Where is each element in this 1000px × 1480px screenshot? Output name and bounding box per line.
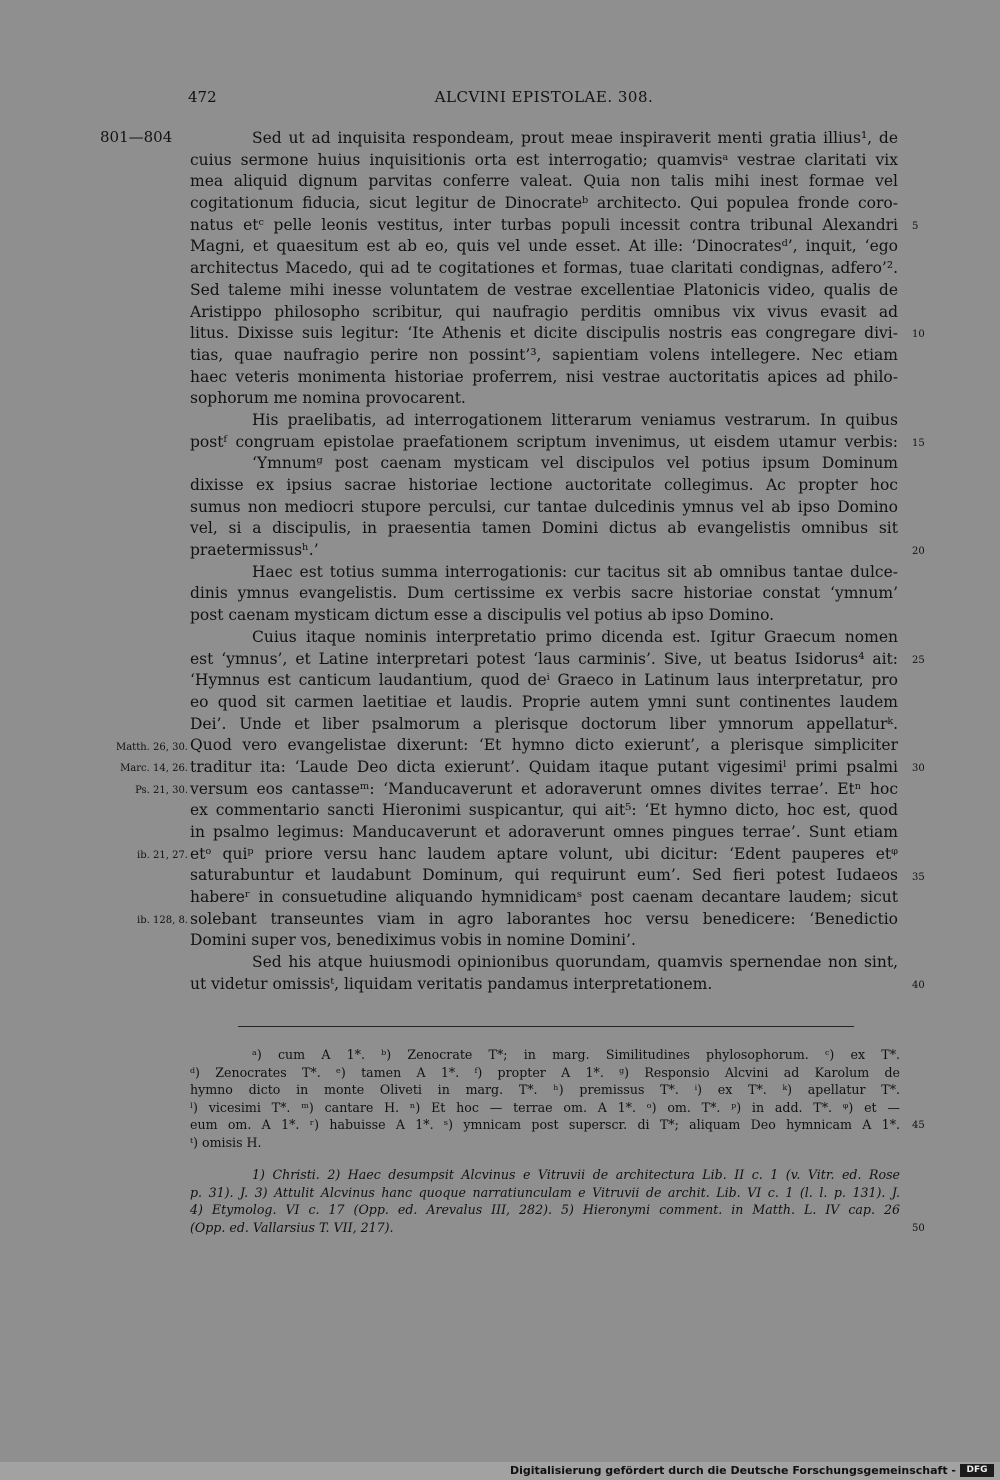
bible-reference: Marc. 14, 26. [120, 763, 188, 775]
source-note-line: p. 31). J. 3) Attulit Alcvinus hanc quoque narratiunculam e Vitruvii de archit. Lib. VI c. 1 (l. l. p. 131). J. [190, 1184, 900, 1200]
date-range-margin: 801—804 [100, 128, 173, 146]
page-header [188, 88, 900, 112]
text-line: habereʳ in consuetudine aliquando hymnidicamˢ post caenam decantare laudem; sicut [190, 888, 898, 907]
running-title: ALCVINI EPISTOLAE. 308. [434, 88, 654, 106]
text-line: vel, si a discipulis, in praesentia tamen Domini dictus ab evangelistis omnibus sit [190, 519, 898, 538]
bible-reference: ib. 128, 8. [137, 915, 188, 927]
line-number: 5 [912, 220, 919, 232]
text-line: Magni, et quaesitum est ab eo, quis vel unde esset. At ille: ‘Dinocratesᵈ’, inquit, ‘ego [190, 237, 898, 256]
text-line: ‘Ymnumᵍ post caenam mysticam vel discipulos vel potius ipsum Dominum [252, 454, 898, 473]
text-line: architectus Macedo, qui ad te cogitationes et formas, tuae claritati condignas, adfero’². [190, 259, 898, 278]
text-line: Haec est totius summa interrogationis: cur tacitus sit ab omnibus tantae dulce- [252, 562, 898, 581]
text-line: His praelibatis, ad interrogationem litterarum veniamus vestrarum. In quibus [252, 410, 898, 429]
source-note-line: 1) Christi. 2) Haec desumpsit Alcvinus e Vitruvii de architectura Lib. II c. 1 (v. Vitr. ed. Rose [252, 1167, 900, 1182]
text-line: Dei’. Unde et liber psalmorum a plerisque doctorum liber ymnorum appellaturᵏ. [190, 714, 898, 733]
text-line: praetermissusʰ.’ [190, 541, 319, 560]
apparatus-line: ᵃ) cum A 1*. ᵇ) Zenocrate T*; in marg. Similitudines phylosophorum. ᶜ) ex T*. [252, 1047, 900, 1062]
line-number: 35 [912, 871, 925, 883]
line-number: 45 [912, 1120, 925, 1132]
bible-reference: ib. 21, 27. [137, 850, 188, 862]
text-line: ut videtur omissisᵗ, liquidam veritatis pandamus interpretationem. [190, 974, 713, 993]
text-line: litus. Dixisse suis legitur: ‘Ite Athenis et dicite discipulis nostris eas congregare divi- [190, 324, 898, 343]
bible-reference: Ps. 21, 30. [135, 785, 188, 796]
text-line: Quod vero evangelistae dixerunt: ‘Et hymno dicto exierunt’, a plerisque simpliciter [190, 736, 898, 755]
bible-reference: Matth. 26, 30. [115, 741, 188, 753]
text-line: ‘Hymnus est canticum laudantium, quod deⁱ Graeco in Latinum laus interpretatur, pro [190, 671, 898, 690]
text-line: Domini super vos, benediximus vobis in nomine Domini’. [190, 931, 636, 950]
text-line: cogitationum fiducia, sicut legitur de Dinocrateᵇ architecto. Qui populea fronde coro- [190, 194, 898, 213]
text-line: Aristippo philosopho scribitur, qui naufragio perditis omnibus vix vivus evasit ad [190, 302, 898, 321]
text-line: natus etᶜ pelle leonis vestitus, inter turbas populi incessit contra tribunal Alexandri [190, 215, 898, 234]
apparatus-line: ˡ) vicesimi T*. ᵐ) cantare H. ⁿ) Et hoc — terrae om. A 1*. ᵒ) om. T*. ᵖ) in add. T*. ᵠ) et — [190, 1099, 900, 1115]
text-line: solebant transeuntes viam in agro laborantes hoc versu benedicere: ‘Benedictio [190, 909, 898, 928]
text-line: traditur ita: ‘Laude Deo dicta exierunt’. Quidam itaque putant vigesimiˡ primi psalmi [190, 757, 898, 776]
dfg-logo: DFG [960, 1464, 994, 1477]
text-line: dixisse ex ipsius sacrae historiae lectione auctoritate collegimus. Ac propter hoc [190, 476, 898, 494]
line-number: 20 [912, 546, 925, 558]
main-text [190, 128, 898, 996]
line-number: 10 [912, 329, 925, 341]
text-line: sophorum me nomina provocarent. [190, 389, 466, 408]
line-number: 15 [912, 437, 925, 449]
text-line: est ‘ymnus’, et Latine interpretari potest ‘laus carminis’. Sive, ut beatus Isidorus⁴ ait: [190, 649, 898, 668]
text-line: in psalmo legimus: Manducaverunt et adoraverunt omnes pingues terrae’. Sunt etiam [190, 823, 898, 841]
critical-apparatus [190, 1046, 900, 1152]
text-line: Sed ut ad inquisita respondeam, prout meae inspiraverit menti gratia illius¹, de [252, 129, 898, 147]
text-line: postᶠ congruam epistolae praefationem scriptum invenimus, ut eisdem utamur verbis: [190, 432, 898, 451]
apparatus-line: eum om. A 1*. ʳ) habuisse A 1*. ˢ) ymnicam post superscr. di T*; aliquam Deo hymnicam A 1*. [190, 1117, 900, 1133]
digitization-footer [0, 1462, 1000, 1480]
footnote-rule [238, 1026, 854, 1027]
text-line: etᵒ quiᵖ priore versu hanc laudem aptare volunt, ubi dicitur: ‘Edent pauperes etᵠ [190, 844, 898, 863]
page-number: 472 [188, 88, 217, 106]
line-number: 40 [912, 980, 925, 992]
text-line: ex commentario sancti Hieronimi suspicantur, qui ait⁵: ‘Et hymno dicto, hoc est, quod [190, 801, 898, 820]
source-notes [190, 1166, 900, 1236]
text-line: eo quod sit carmen laetitiae et laudis. Proprie autem ymni sunt continentes laudem [190, 692, 898, 711]
text-line: Sed taleme mihi inesse voluntatem de vestrae excellentiae Platonicis video, qualis de [190, 280, 898, 299]
source-note-line: (Opp. ed. Vallarsius T. VII, 217). [190, 1219, 394, 1235]
text-line: Cuius itaque nominis interpretatio primo dicenda est. Igitur Graecum nomen [252, 627, 898, 646]
apparatus-line: ᵗ) omisis H. [190, 1134, 262, 1150]
line-number: 30 [912, 763, 925, 775]
apparatus-line: ᵈ) Zenocrates T*. ᵉ) tamen A 1*. ᶠ) propter A 1*. ᵍ) Responsio Alcvini ad Karolum de [190, 1064, 900, 1080]
apparatus-line: hymno dicto in monte Oliveti in marg. T*. ʰ) premissus T*. ⁱ) ex T*. ᵏ) apellatur T*. [190, 1082, 900, 1098]
source-note-line: 4) Etymolog. VI c. 17 (Opp. ed. Arevalus III, 282). 5) Hieronymi comment. in Matth. L. IV cap. 26 [190, 1202, 900, 1218]
text-line: haec veteris monimenta historiae proferrem, nisi vestrae auctoritatis apices ad philo- [190, 367, 898, 386]
text-line: saturabuntur et laudabunt Dominum, qui requirunt eum’. Sed fieri potest Iudaeos [190, 866, 898, 885]
line-number: 25 [912, 654, 925, 666]
text-line: post caenam mysticam dictum esse a discipulis vel potius ab ipso Domino. [190, 606, 775, 625]
text-line: cuius sermone huius inquisitionis orta est interrogatio; quamvisᵃ vestrae claritati vix [190, 150, 898, 169]
text-line: mea aliquid dignum parvitas conferre valeat. Quia non talis mihi inest formae vel [190, 172, 898, 191]
text-line: Sed his atque huiusmodi opinionibus quorundam, quamvis spernendae non sint, [252, 953, 898, 972]
line-number: 50 [912, 1222, 925, 1234]
text-line: sumus non mediocri stupore perculsi, cur tantae dulcedinis ymnus vel ab ipso Domino [190, 497, 898, 516]
text-line: versum eos cantasseᵐ: ‘Manducaverunt et adoraverunt omnes divites terrae’. Etⁿ hoc [190, 779, 898, 798]
text-line: tias, quae naufragio perire non possint’³, sapientiam volens intellegere. Nec etiam [190, 345, 898, 364]
text-line: dinis ymnus evangelistis. Dum certissime ex verbis sacre historiae constat ‘ymnum’ [190, 584, 898, 603]
funding-notice: Digitalisierung gefördert durch die Deutsche Forschungsgemeinschaft - [509, 1464, 956, 1477]
